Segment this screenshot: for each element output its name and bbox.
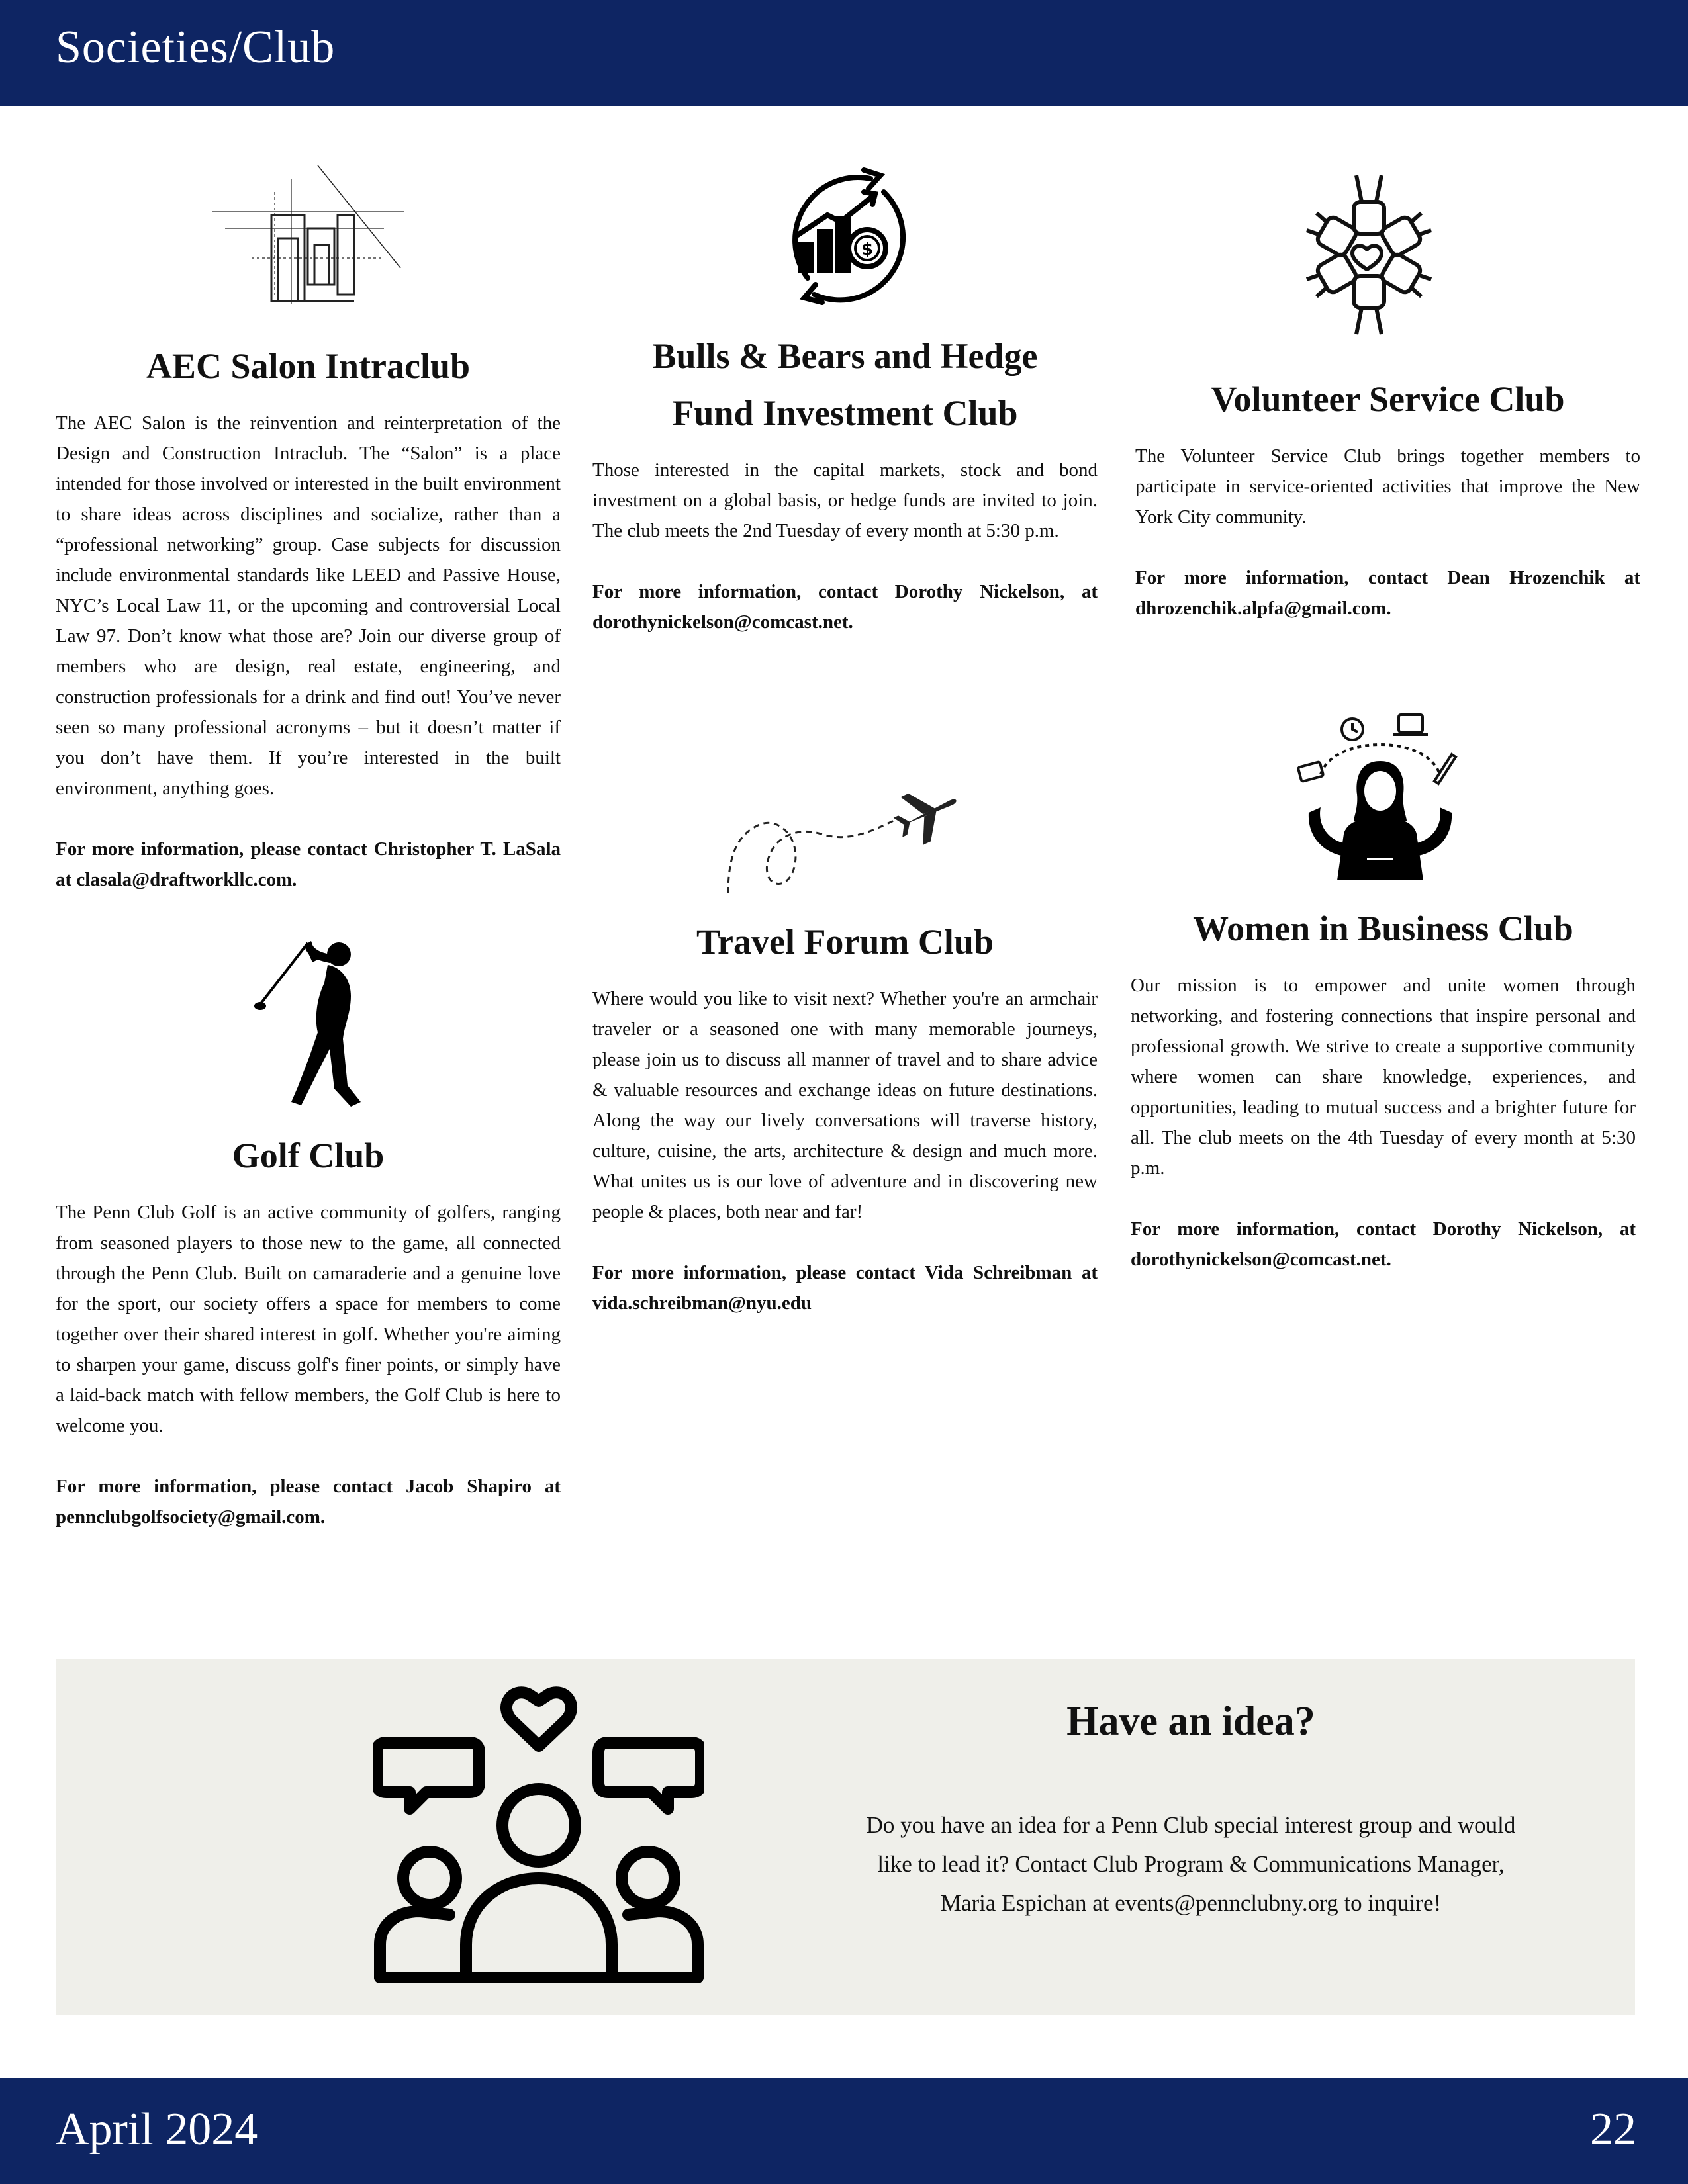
club-description: Our mission is to empower and unite women through networking, and fostering connections that inspire personal and professional growth. We strive to create a supportive community where women can share knowledge, experiences, and opportunities, leading to mutual success and a brighter future for all. The club meets on the 4th Tuesday of every month at 5:30 p.m. — [1131, 975, 1636, 1179]
club-women-in-business — [1131, 900, 1636, 1275]
svg-text:$: $ — [861, 240, 874, 259]
idea-title: Have an idea? — [1066, 1699, 1315, 1744]
club-travel-forum — [592, 913, 1098, 1318]
club-title: Travel Forum Club — [696, 922, 994, 962]
club-description: The Penn Club Golf is an active community of golfers, ranging from seasoned players to those new to the game, all connected through the Penn Club. Built on camaraderie and a genuine love for the sport, our society offers a space for members to come together over their shared interest in golf. Whether you're aiming to sharpen your game, discuss golf's finer points, or simply have a laid-back match with fellow members, the Golf Club is here to welcome you. — [56, 1202, 561, 1436]
page-number: 22 — [1590, 2104, 1636, 2155]
club-aec-salon — [56, 338, 561, 895]
have-an-idea-panel — [56, 1659, 1635, 2015]
club-contact: For more information, contact Dorothy Nickelson, at dorothynickelson@comcast.net. — [1131, 1218, 1636, 1270]
issue-date: April 2024 — [56, 2104, 258, 2155]
club-description: Those interested in the capital markets, stock and bond investment on a global basis, or hedge funds are invited to join. The club meets the 2nd Tuesday of every month at 5:30 p.m. — [592, 459, 1098, 541]
club-description: Where would you like to visit next? Whether you're an armchair traveler or a seasoned one with many memorable journeys, please join us to discuss all manner of travel and to share advice & valuable resources and exchange ideas on future destinations. Along the way our lively conversations will traverse history, culture, cuisine, the arts, architecture & design and much more. What unites us is our love of adventure and in discovering new people & places, both near and far! — [592, 988, 1098, 1222]
golfer-icon — [252, 933, 364, 1112]
businesswoman-juggling-icon — [1294, 708, 1466, 887]
club-contact: For more information, please contact Jacob Shapiro at pennclubgolfsociety@gmail.com. — [56, 1476, 561, 1527]
header-bar — [0, 0, 1688, 106]
united-fists-icon — [1288, 169, 1460, 347]
club-description: The Volunteer Service Club brings together members to participate in service-oriented activities that improve the New York City community. — [1135, 445, 1640, 527]
club-title: Women in Business Club — [1193, 909, 1573, 948]
section-title: Societies/Club — [56, 22, 336, 73]
club-title: Volunteer Service Club — [1211, 379, 1565, 419]
club-contact: For more information, contact Dean Hrozenchik at dhrozenchik.alpfa@gmail.com. — [1135, 567, 1640, 619]
airplane-path-icon — [722, 788, 973, 900]
idea-description: Do you have an idea for a Penn Club special interest group and would like to lead it? Contact Club Program & Communications Manager, Maria Espichan at events@pennclubny.org to inquire! — [866, 1812, 1516, 1916]
club-contact: For more information, please contact Christopher T. LaSala at clasala@draftworkllc.com. — [56, 839, 561, 890]
club-contact: For more information, contact Dorothy Nickelson, at dorothynickelson@comcast.net. — [592, 581, 1098, 633]
club-contact: For more information, please contact Vida Schreibman at vida.schreibman@nyu.edu — [592, 1262, 1098, 1314]
club-golf — [56, 1127, 561, 1532]
club-title: Bulls & Bears and Hedge Fund Investment Club — [652, 336, 1038, 433]
club-bulls-bears — [592, 328, 1098, 637]
club-volunteer-service — [1135, 371, 1640, 623]
club-description: The AEC Salon is the reinvention and reinterpretation of the Design and Construction Intraclub. The “Salon” is a place intended for those involved or interested in the built environment to share ideas across disciplines and socialize, rather than a “professional networking” group. Case subjects for discussion include environmental standards like LEED and Passive House, NYC’s Local Law 11, or the upcoming and controversial Local Law 97. Don’t know what those are? Join our diverse group of members who are design, real estate, engineering, and construction professionals for a drink and find out! You’ve never seen so many professional acronyms – but it doesn’t matter if you don’t have them. If you’re interested in the built environment, anything goes. — [56, 412, 561, 799]
club-title: AEC Salon Intraclub — [146, 346, 471, 386]
architecture-sketch-icon — [212, 165, 404, 311]
club-title: Golf Club — [232, 1136, 385, 1175]
investment-growth-icon — [768, 162, 920, 308]
footer-bar — [0, 2078, 1688, 2184]
community-chat-icon — [373, 1686, 704, 1984]
